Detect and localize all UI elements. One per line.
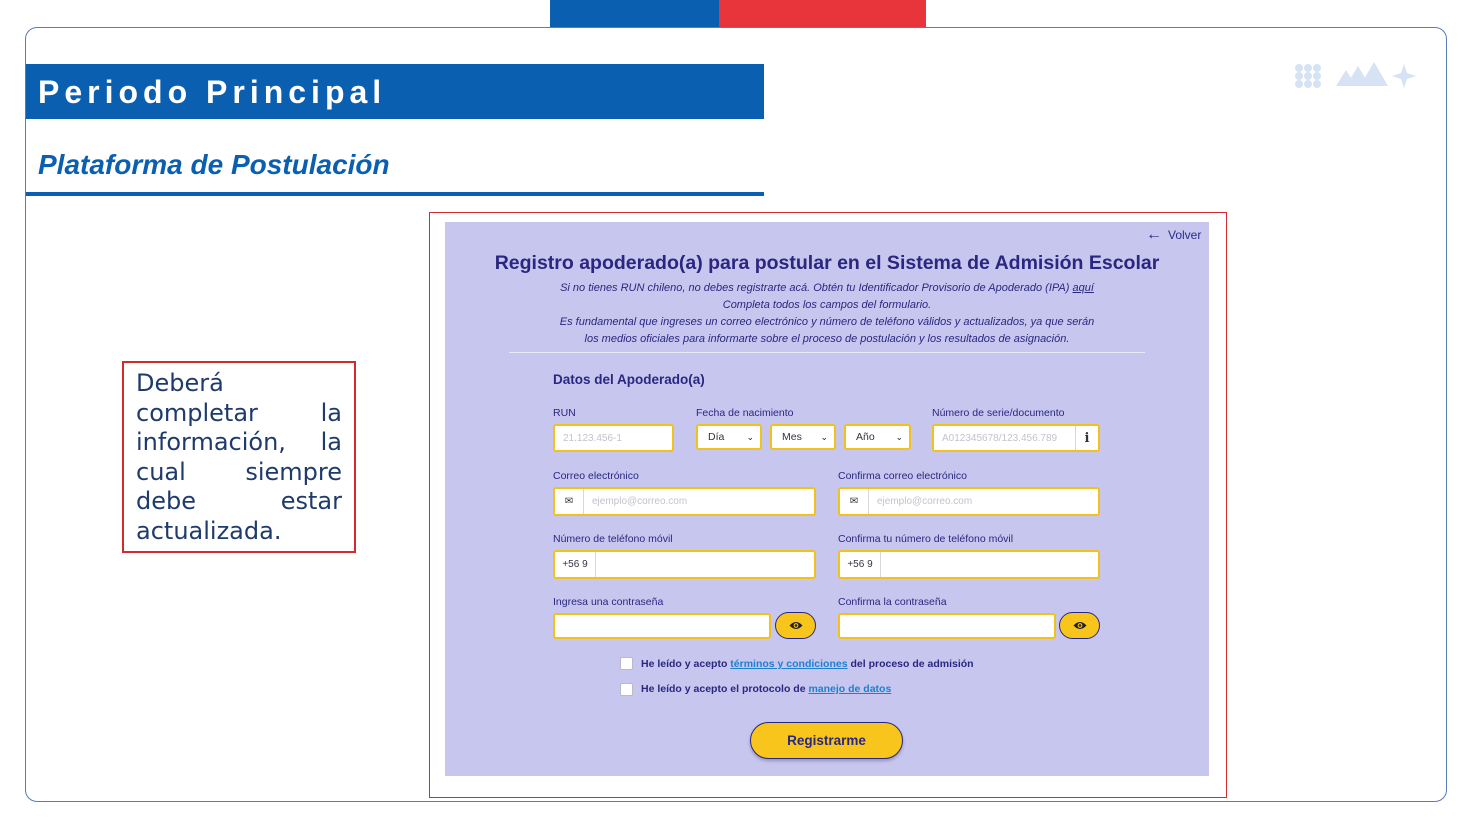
form-divider — [509, 352, 1145, 353]
slide-subtitle: Plataforma de Postulación — [38, 149, 390, 180]
password-confirm-label: Confirma la contraseña — [838, 596, 947, 608]
subtitle-underline — [26, 192, 764, 196]
slide-title: Periodo Principal — [38, 74, 387, 110]
info-line-2: Completa todos los campos del formulario. — [722, 299, 932, 311]
terms-label: He leído y acepto términos y condiciones del proceso de admisión — [641, 658, 974, 670]
flag-stripe-blue — [550, 0, 719, 27]
envelope-icon: ✉ — [840, 489, 869, 514]
terms-link[interactable]: términos y condiciones — [730, 658, 848, 670]
envelope-icon: ✉ — [555, 489, 584, 514]
ipa-link[interactable]: aquí — [1072, 282, 1094, 294]
email-label: Correo electrónico — [553, 470, 639, 482]
register-button[interactable]: Registrarme — [750, 722, 903, 759]
email-input[interactable]: ✉ ejemplo@correo.com — [553, 487, 816, 516]
protocol-checkbox[interactable] — [620, 683, 633, 696]
info-line-1: Si no tienes RUN chileno, no debes registrarte acá. Obtén tu Identificador Provisorio de Apoderado (IPA) aquí — [560, 282, 1094, 294]
eye-icon — [789, 621, 803, 630]
callout-text: Deberá completar la información, la cual siempre debe estar actualizada. — [136, 369, 342, 545]
decorative-shapes-icon — [1294, 60, 1416, 92]
info-line-4: los medios oficiales para informarte sobre el proceso de postulación y los resultados de asignación. — [584, 333, 1070, 345]
phone-prefix: +56 9 — [840, 552, 881, 577]
run-input[interactable]: 21.123.456-1 — [553, 424, 674, 452]
info-icon[interactable]: i — [1075, 426, 1098, 450]
chevron-down-icon: ⌄ — [820, 431, 828, 442]
run-label: RUN — [553, 407, 576, 419]
data-handling-link[interactable]: manejo de datos — [808, 683, 892, 695]
password-confirm-input[interactable] — [838, 613, 1056, 639]
month-select[interactable]: Mes ⌄ — [770, 424, 836, 450]
section-title: Datos del Apoderado(a) — [553, 372, 705, 387]
back-label: Volver — [1168, 228, 1202, 242]
year-select[interactable]: Año ⌄ — [844, 424, 911, 450]
protocol-label: He leído y acepto el protocolo de manejo de datos — [641, 683, 892, 695]
phone-confirm-input[interactable] — [838, 550, 1100, 579]
terms-checkbox[interactable] — [620, 657, 633, 670]
form-title: Registro apoderado(a) para postular en el Sistema de Admisión Escolar — [494, 252, 1160, 274]
show-password-confirm-button[interactable] — [1059, 612, 1100, 639]
phone-prefix: +56 9 — [555, 552, 596, 577]
info-line-3: Es fundamental que ingreses un correo electrónico y número de teléfono válidos y actualizados, ya que serán — [559, 316, 1095, 328]
email-confirm-label: Confirma correo electrónico — [838, 470, 967, 482]
chevron-down-icon: ⌄ — [746, 431, 754, 442]
chevron-down-icon: ⌄ — [895, 431, 903, 442]
back-link[interactable] — [1146, 226, 1201, 244]
callout-box — [122, 361, 356, 553]
serial-label: Número de serie/documento — [932, 407, 1065, 419]
show-password-button[interactable] — [775, 612, 816, 639]
password-label: Ingresa una contraseña — [553, 596, 664, 608]
day-select[interactable]: Día ⌄ — [696, 424, 762, 450]
title-bar — [26, 64, 764, 119]
arrow-left-icon: ← — [1146, 226, 1162, 243]
birth-date-label: Fecha de nacimiento — [696, 407, 794, 419]
phone-input[interactable] — [553, 550, 816, 579]
flag-stripe-red — [719, 0, 926, 27]
eye-icon — [1073, 621, 1087, 630]
phone-confirm-label: Confirma tu número de teléfono móvil — [838, 533, 1014, 545]
password-input[interactable] — [553, 613, 771, 639]
serial-number-input[interactable]: A012345678/123.456.789 i — [932, 424, 1100, 452]
email-confirm-input[interactable]: ✉ ejemplo@correo.com — [838, 487, 1100, 516]
phone-label: Número de teléfono móvil — [553, 533, 673, 545]
